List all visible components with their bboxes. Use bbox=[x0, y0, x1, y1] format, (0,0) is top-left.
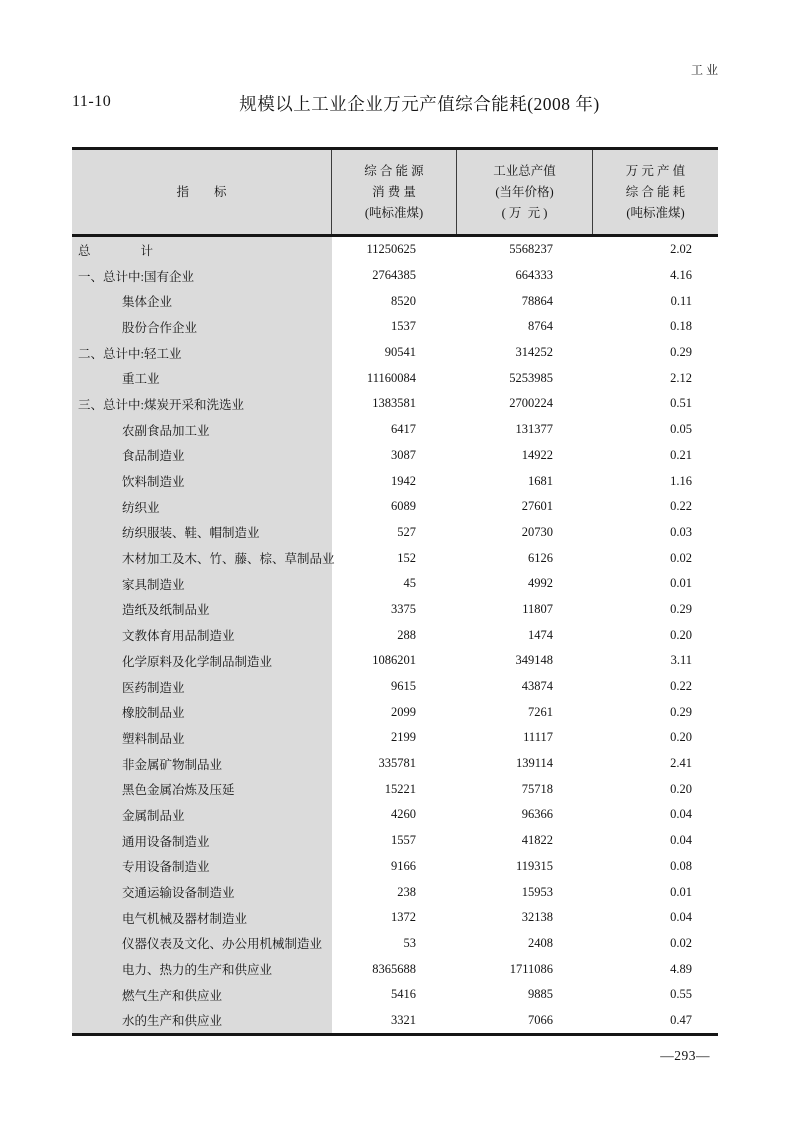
row-indicator-label: 专用设备制造业 bbox=[122, 860, 210, 875]
table-row bbox=[72, 314, 718, 340]
row-energy-value: 1086201 bbox=[372, 653, 416, 668]
table-row bbox=[72, 905, 718, 931]
row-intensity-value: 0.20 bbox=[670, 627, 692, 642]
row-energy-value: 238 bbox=[397, 884, 416, 899]
row-indicator-label: 橡胶制品业 bbox=[122, 706, 185, 721]
table-row bbox=[72, 622, 718, 648]
row-intensity-value: 1.16 bbox=[670, 473, 692, 488]
table-row bbox=[72, 571, 718, 597]
row-output-value: 119315 bbox=[515, 858, 553, 873]
header-line: 综 合 能 源 bbox=[364, 163, 424, 178]
row-intensity-value: 0.03 bbox=[670, 524, 692, 539]
row-energy-value: 8520 bbox=[391, 293, 416, 308]
row-output-value: 78864 bbox=[521, 293, 553, 308]
table-body bbox=[72, 237, 718, 1036]
table-row bbox=[72, 1008, 718, 1034]
table-row bbox=[72, 854, 718, 880]
header-cell-energy-consumption bbox=[332, 150, 457, 234]
page-title: 规模以上工业企业万元产值综合能耗(2008 年) bbox=[239, 94, 600, 114]
row-output-value: 27601 bbox=[521, 499, 553, 514]
row-intensity-value: 2.02 bbox=[670, 242, 692, 257]
row-output-value: 7261 bbox=[528, 704, 553, 719]
row-intensity-value: 0.05 bbox=[670, 422, 692, 437]
table-row bbox=[72, 802, 718, 828]
row-energy-value: 3375 bbox=[391, 601, 416, 616]
table-row bbox=[72, 288, 718, 314]
row-indicator-label: 股份合作企业 bbox=[122, 320, 198, 335]
row-indicator-label: 集体企业 bbox=[122, 295, 173, 310]
table-row bbox=[72, 340, 718, 366]
row-output-value: 139114 bbox=[515, 756, 553, 771]
row-output-value: 2408 bbox=[528, 935, 553, 950]
row-energy-value: 1383581 bbox=[372, 396, 416, 411]
row-indicator-label: 交通运输设备制造业 bbox=[122, 886, 235, 901]
header-line: 万 元 产 值 bbox=[625, 163, 686, 178]
row-intensity-value: 0.55 bbox=[670, 987, 692, 1002]
row-energy-value: 90541 bbox=[384, 345, 416, 360]
row-intensity-value: 0.02 bbox=[670, 935, 692, 950]
header-line: 指 标 bbox=[176, 184, 227, 199]
table-row bbox=[72, 494, 718, 520]
row-energy-value: 8365688 bbox=[372, 961, 416, 976]
row-output-value: 15953 bbox=[521, 884, 553, 899]
row-energy-value: 45 bbox=[403, 576, 416, 591]
row-output-value: 1474 bbox=[528, 627, 553, 642]
row-output-value: 75718 bbox=[521, 781, 553, 796]
row-output-value: 14922 bbox=[521, 447, 553, 462]
row-energy-value: 6089 bbox=[391, 499, 416, 514]
row-energy-value: 15221 bbox=[384, 781, 416, 796]
data-table bbox=[72, 147, 718, 1036]
table-row bbox=[72, 263, 718, 289]
row-indicator-label: 水的生产和供应业 bbox=[122, 1014, 223, 1029]
row-indicator-label: 家具制造业 bbox=[122, 577, 185, 592]
table-row bbox=[72, 674, 718, 700]
row-energy-value: 6417 bbox=[391, 422, 416, 437]
table-row bbox=[72, 776, 718, 802]
table-row bbox=[72, 828, 718, 854]
table-row bbox=[72, 545, 718, 571]
table-row bbox=[72, 648, 718, 674]
table-row bbox=[72, 931, 718, 957]
row-intensity-value: 2.12 bbox=[670, 370, 692, 385]
table-row bbox=[72, 391, 718, 417]
row-output-value: 20730 bbox=[521, 524, 553, 539]
header-line: 消 费 量 bbox=[372, 184, 416, 199]
row-energy-value: 3321 bbox=[391, 1012, 416, 1027]
row-intensity-value: 0.02 bbox=[670, 550, 692, 565]
row-indicator-label: 燃气生产和供应业 bbox=[122, 988, 223, 1003]
heading-row bbox=[72, 91, 721, 115]
table-row bbox=[72, 956, 718, 982]
row-indicator-label: 造纸及纸制品业 bbox=[122, 603, 210, 618]
row-intensity-value: 0.22 bbox=[670, 679, 692, 694]
row-indicator-label: 电力、热力的生产和供应业 bbox=[122, 963, 273, 978]
row-energy-value: 2199 bbox=[391, 730, 416, 745]
header-cell-energy-intensity bbox=[593, 150, 718, 234]
row-indicator-label: 非金属矿物制品业 bbox=[122, 757, 223, 772]
row-output-value: 32138 bbox=[521, 910, 553, 925]
table-row bbox=[72, 699, 718, 725]
row-intensity-value: 0.01 bbox=[670, 576, 692, 591]
row-energy-value: 1372 bbox=[391, 910, 416, 925]
row-indicator-label: 木材加工及木、竹、藤、棕、草制品业 bbox=[122, 552, 335, 567]
row-energy-value: 2764385 bbox=[372, 268, 416, 283]
row-indicator-label: 文教体育用品制造业 bbox=[122, 629, 235, 644]
row-intensity-value: 0.01 bbox=[670, 884, 692, 899]
row-indicator-label: 饮料制造业 bbox=[122, 475, 185, 490]
row-intensity-value: 0.29 bbox=[670, 704, 692, 719]
header-cell-gross-output bbox=[457, 150, 593, 234]
table-row bbox=[72, 879, 718, 905]
row-output-value: 11117 bbox=[523, 730, 553, 745]
row-energy-value: 1537 bbox=[391, 319, 416, 334]
row-indicator-label: 农副食品加工业 bbox=[122, 423, 210, 438]
row-intensity-value: 0.29 bbox=[670, 601, 692, 616]
row-intensity-value: 0.21 bbox=[670, 447, 692, 462]
page-number: —293— bbox=[660, 1048, 710, 1063]
row-output-value: 43874 bbox=[521, 679, 553, 694]
row-intensity-value: 0.29 bbox=[670, 345, 692, 360]
row-energy-value: 11250625 bbox=[366, 242, 416, 257]
row-energy-value: 3087 bbox=[391, 447, 416, 462]
row-output-value: 131377 bbox=[515, 422, 553, 437]
row-indicator-label: 纺织业 bbox=[122, 500, 160, 515]
header-line: 综 合 能 耗 bbox=[625, 184, 686, 199]
row-energy-value: 1557 bbox=[391, 833, 416, 848]
row-output-value: 7066 bbox=[528, 1012, 553, 1027]
row-output-value: 96366 bbox=[521, 807, 553, 822]
row-intensity-value: 0.04 bbox=[670, 910, 692, 925]
row-indicator-label: 电气机械及器材制造业 bbox=[122, 911, 248, 926]
header-line: (吨标准煤) bbox=[626, 205, 685, 220]
row-energy-value: 152 bbox=[397, 550, 416, 565]
header-line: 工业总产值 bbox=[493, 163, 556, 178]
row-intensity-value: 0.22 bbox=[670, 499, 692, 514]
header-line: ( 万 元 ) bbox=[501, 205, 548, 220]
row-output-value: 9885 bbox=[528, 987, 553, 1002]
table-row bbox=[72, 725, 718, 751]
row-output-value: 2700224 bbox=[509, 396, 553, 411]
row-intensity-value: 0.20 bbox=[670, 730, 692, 745]
row-energy-value: 9615 bbox=[391, 679, 416, 694]
table-number: 11-10 bbox=[72, 93, 112, 110]
table-row bbox=[72, 982, 718, 1008]
row-output-value: 11807 bbox=[522, 601, 553, 616]
row-output-value: 5568237 bbox=[509, 242, 553, 257]
header-cell-indicator bbox=[72, 150, 332, 234]
row-intensity-value: 0.47 bbox=[670, 1012, 692, 1027]
row-intensity-value: 4.16 bbox=[670, 268, 692, 283]
row-indicator-label: 一、总计中:国有企业 bbox=[78, 269, 194, 284]
row-intensity-value: 2.41 bbox=[670, 756, 692, 771]
row-output-value: 6126 bbox=[528, 550, 553, 565]
row-intensity-value: 0.04 bbox=[670, 833, 692, 848]
row-intensity-value: 0.20 bbox=[670, 781, 692, 796]
row-indicator-label: 塑料制品业 bbox=[122, 731, 185, 746]
row-indicator-label: 仪器仪表及文化、办公用机械制造业 bbox=[122, 937, 323, 952]
section-corner-label: 工 业 bbox=[690, 63, 718, 77]
table-row bbox=[72, 365, 718, 391]
row-output-value: 349148 bbox=[515, 653, 553, 668]
row-output-value: 5253985 bbox=[509, 370, 553, 385]
row-output-value: 664333 bbox=[515, 268, 553, 283]
row-energy-value: 1942 bbox=[391, 473, 416, 488]
row-indicator-label: 重工业 bbox=[122, 372, 160, 387]
row-energy-value: 5416 bbox=[391, 987, 416, 1002]
row-indicator-label: 纺织服装、鞋、帽制造业 bbox=[122, 526, 260, 541]
row-intensity-value: 0.11 bbox=[670, 293, 692, 308]
row-indicator-label: 化学原料及化学制品制造业 bbox=[122, 654, 273, 669]
row-energy-value: 2099 bbox=[391, 704, 416, 719]
row-energy-value: 53 bbox=[403, 935, 416, 950]
row-output-value: 314252 bbox=[515, 345, 553, 360]
table-row bbox=[72, 468, 718, 494]
row-energy-value: 335781 bbox=[378, 756, 416, 771]
row-indicator-label: 金属制品业 bbox=[122, 808, 185, 823]
table-header bbox=[72, 147, 718, 237]
row-output-value: 4992 bbox=[528, 576, 553, 591]
row-indicator-label: 食品制造业 bbox=[122, 449, 185, 464]
row-intensity-value: 0.04 bbox=[670, 807, 692, 822]
row-indicator-label: 二、总计中:轻工业 bbox=[78, 346, 182, 361]
table-row bbox=[72, 417, 718, 443]
row-indicator-label: 总 计 bbox=[78, 243, 154, 258]
table-row bbox=[72, 520, 718, 546]
row-energy-value: 4260 bbox=[391, 807, 416, 822]
row-indicator-label: 黑色金属冶炼及压延 bbox=[122, 783, 235, 798]
row-indicator-label: 医药制造业 bbox=[122, 680, 185, 695]
row-intensity-value: 3.11 bbox=[670, 653, 692, 668]
row-intensity-value: 0.18 bbox=[670, 319, 692, 334]
row-intensity-value: 0.08 bbox=[670, 858, 692, 873]
row-output-value: 1681 bbox=[528, 473, 553, 488]
row-energy-value: 9166 bbox=[391, 858, 416, 873]
row-output-value: 1711086 bbox=[509, 961, 553, 976]
row-output-value: 8764 bbox=[528, 319, 553, 334]
row-indicator-label: 三、总计中:煤炭开采和洗选业 bbox=[78, 397, 244, 412]
header-line: (吨标准煤) bbox=[364, 205, 424, 220]
row-intensity-value: 0.51 bbox=[670, 396, 692, 411]
row-intensity-value: 4.89 bbox=[670, 961, 692, 976]
table-row bbox=[72, 597, 718, 623]
table-row bbox=[72, 237, 718, 263]
row-energy-value: 288 bbox=[397, 627, 416, 642]
table-row bbox=[72, 751, 718, 777]
row-indicator-label: 通用设备制造业 bbox=[122, 834, 210, 849]
table-row bbox=[72, 443, 718, 469]
row-energy-value: 11160084 bbox=[366, 370, 416, 385]
row-output-value: 41822 bbox=[521, 833, 553, 848]
row-energy-value: 527 bbox=[397, 524, 416, 539]
header-line: (当年价格) bbox=[495, 184, 554, 199]
